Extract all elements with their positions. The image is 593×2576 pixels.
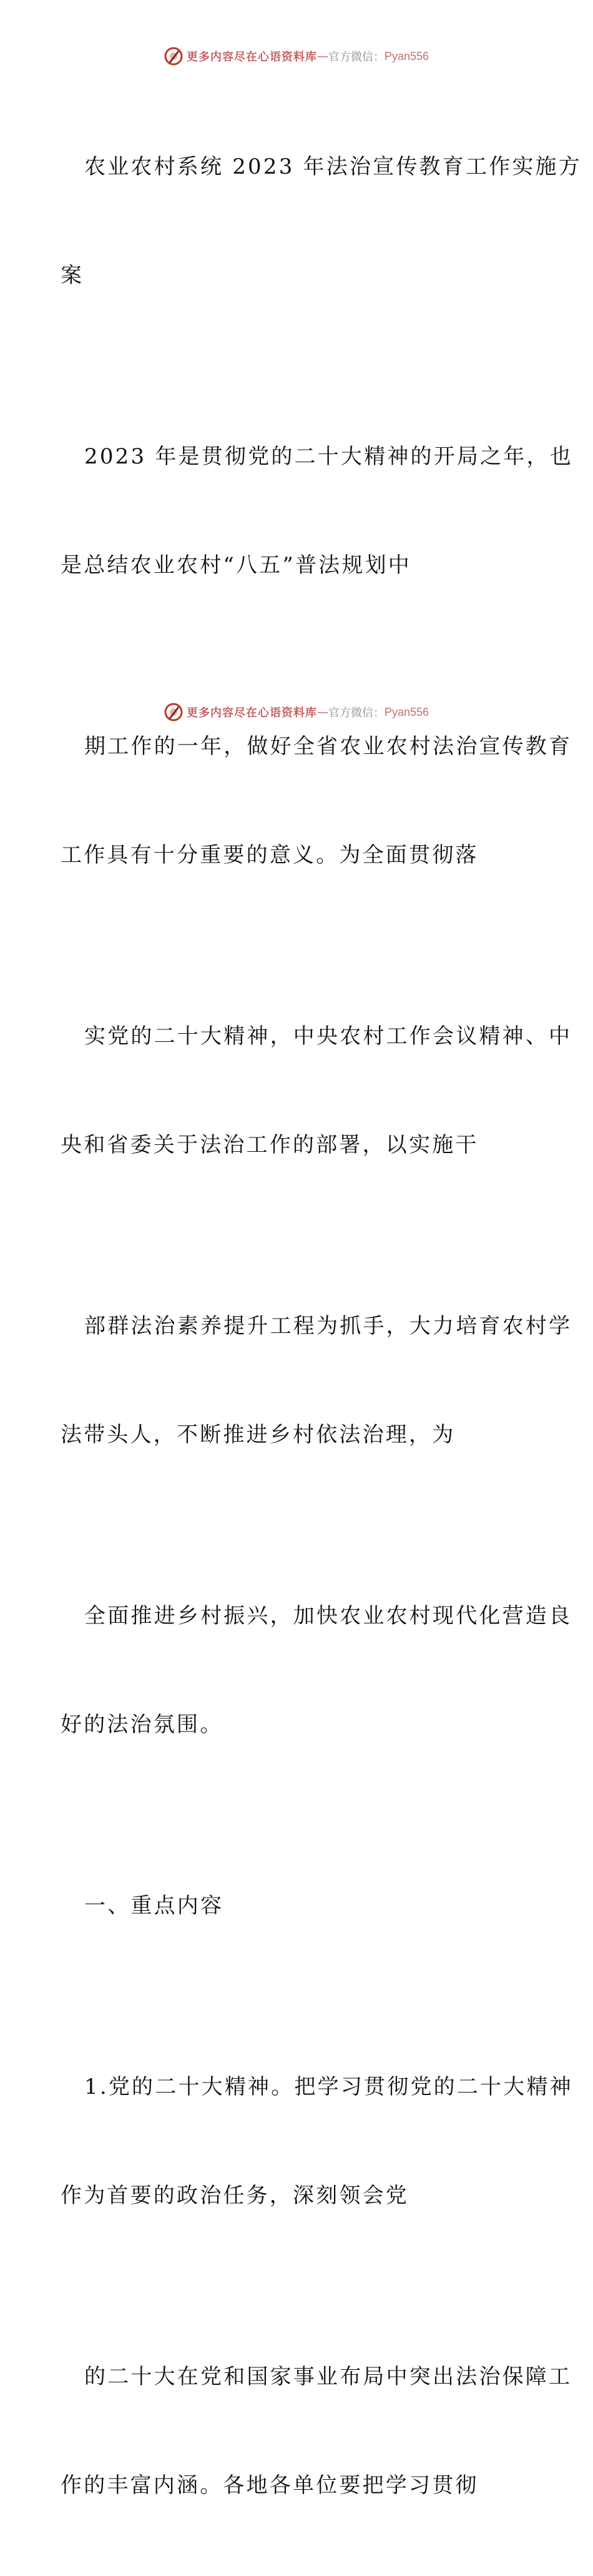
paragraph-line: 案 xyxy=(61,263,84,288)
section-heading-text: 一、重点内容 xyxy=(84,1893,224,1918)
paragraph xyxy=(61,366,573,656)
paragraph-line: 全面推进乡村振兴，加快农业农村现代化营造良 xyxy=(84,1603,572,1628)
paragraph-line: 期工作的一年，做好全省农业农村法治宣传教育 xyxy=(84,734,572,759)
section-heading xyxy=(61,1815,535,1996)
watermark-official-label: 官方微信： xyxy=(328,706,385,720)
paragraph-line: 实党的二十大精神，中央农村工作会议精神、中 xyxy=(84,1024,572,1049)
watermark-main-text: 更多内容尽在心语资料库 xyxy=(186,51,317,64)
paragraph-line: 法带头人，不断推进乡村依法治理，为 xyxy=(61,1422,456,1447)
watermark-main-text: 更多内容尽在心语资料库 xyxy=(186,706,317,720)
watermark-official-label: 官方微信： xyxy=(328,51,385,64)
paragraph xyxy=(61,1996,573,2286)
paragraph-title xyxy=(61,76,582,366)
paragraph xyxy=(61,1525,572,1815)
paragraph xyxy=(61,2286,572,2576)
paragraph-line: 是总结农业农村“八五”普法规划中 xyxy=(61,553,411,578)
paragraph-line: 农业农村系统 2023 年法治宣传教育工作实施方 xyxy=(84,154,582,179)
paragraph-line: 好的法治氛围。 xyxy=(61,1712,223,1737)
watermark-footer xyxy=(0,700,593,725)
paragraph-line: 1.党的二十大精神。把学习贯彻党的二十大精神 xyxy=(84,2074,573,2099)
logo-icon xyxy=(164,47,183,66)
paragraph-line: 作的丰富内涵。各地各单位要把学习贯彻 xyxy=(61,2473,479,2498)
watermark-dash: — xyxy=(316,49,328,63)
watermark-wechat-id: Pyan556 xyxy=(384,49,429,62)
paragraph-line: 作为首要的政治任务，深刻领会党 xyxy=(61,2183,409,2208)
paragraph-line: 的二十大在党和国家事业布局中突出法治保障工 xyxy=(84,2364,572,2389)
paragraph-line: 部群法治素养提升工程为抓手，大力培育农村学 xyxy=(84,1314,572,1339)
paragraph-line: 2023 年是贯彻党的二十大精神的开局之年，也 xyxy=(84,444,573,469)
paragraph xyxy=(61,1236,572,1525)
watermark-wechat-id: Pyan556 xyxy=(384,705,429,718)
paragraph-line: 工作具有十分重要的意义。为全面贯彻落 xyxy=(61,843,479,868)
paragraph xyxy=(61,946,572,1236)
watermark-header xyxy=(0,44,593,69)
document-body xyxy=(61,76,582,2576)
logo-icon xyxy=(164,703,183,721)
paragraph-line: 央和省委关于法治工作的部署，以实施干 xyxy=(61,1132,479,1157)
watermark-dash: — xyxy=(316,705,328,719)
